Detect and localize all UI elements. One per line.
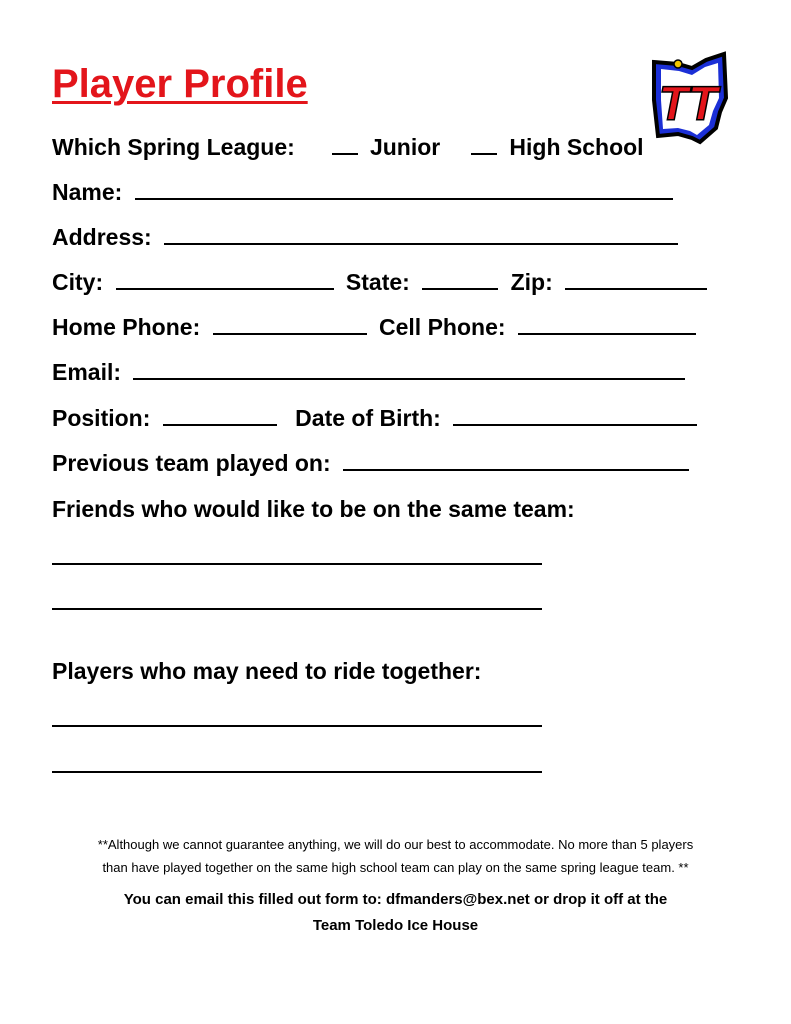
name-row <box>52 178 673 206</box>
league-label: Which Spring League: <box>52 134 295 160</box>
home-phone-field[interactable] <box>213 314 367 335</box>
high-school-option: High School <box>509 134 644 160</box>
friends-line-1[interactable] <box>52 563 542 565</box>
city-field[interactable] <box>116 269 334 290</box>
ride-line-2[interactable] <box>52 771 542 773</box>
friends-heading: Friends who would like to be on the same team: <box>52 496 575 522</box>
previous-team-row <box>52 449 689 477</box>
logo-dot <box>674 60 682 68</box>
city-state-zip-row <box>52 268 707 296</box>
state-field[interactable] <box>422 269 498 290</box>
address-row <box>52 223 678 251</box>
junior-checkbox-line[interactable] <box>332 134 358 155</box>
junior-option: Junior <box>369 134 441 160</box>
state-label: State: <box>345 269 410 295</box>
friends-line-2[interactable] <box>52 608 542 610</box>
team-toledo-logo <box>648 50 730 146</box>
previous-team-field[interactable] <box>343 450 689 471</box>
position-field[interactable] <box>163 405 277 426</box>
high-school-checkbox-line[interactable] <box>471 134 497 155</box>
position-label: Position: <box>52 405 151 431</box>
submit-instructions-line-2: Team Toledo Ice House <box>312 917 479 934</box>
zip-field[interactable] <box>565 269 707 290</box>
submit-instructions-line-1: You can email this filled out form to: dfmanders@bex.net or drop it off at the <box>123 891 668 908</box>
logo-letters: TT <box>658 78 718 131</box>
name-label: Name: <box>52 179 123 205</box>
page-title: Player Profile <box>52 62 308 106</box>
ride-heading: Players who may need to ride together: <box>52 658 482 684</box>
email-label: Email: <box>52 359 122 385</box>
name-field[interactable] <box>135 179 673 200</box>
address-label: Address: <box>52 224 152 250</box>
disclaimer-line-2: than have played together on the same high school team can play on the same spring league team. ** <box>102 860 689 875</box>
zip-label: Zip: <box>510 269 553 295</box>
phone-row <box>52 313 696 341</box>
home-phone-label: Home Phone: <box>52 314 201 340</box>
dob-label: Date of Birth: <box>295 405 441 431</box>
cell-phone-label: Cell Phone: <box>379 314 506 340</box>
cell-phone-field[interactable] <box>518 314 696 335</box>
ride-line-1[interactable] <box>52 725 542 727</box>
email-row <box>52 358 685 386</box>
league-row <box>52 133 644 161</box>
previous-team-label: Previous team played on: <box>52 450 331 476</box>
position-dob-row <box>52 404 697 432</box>
email-field[interactable] <box>133 359 685 380</box>
address-field[interactable] <box>164 224 678 245</box>
disclaimer-line-1: **Although we cannot guarantee anything, we will do our best to accommodate. No more than 5 players <box>97 837 694 852</box>
dob-field[interactable] <box>453 405 697 426</box>
city-label: City: <box>52 269 104 295</box>
